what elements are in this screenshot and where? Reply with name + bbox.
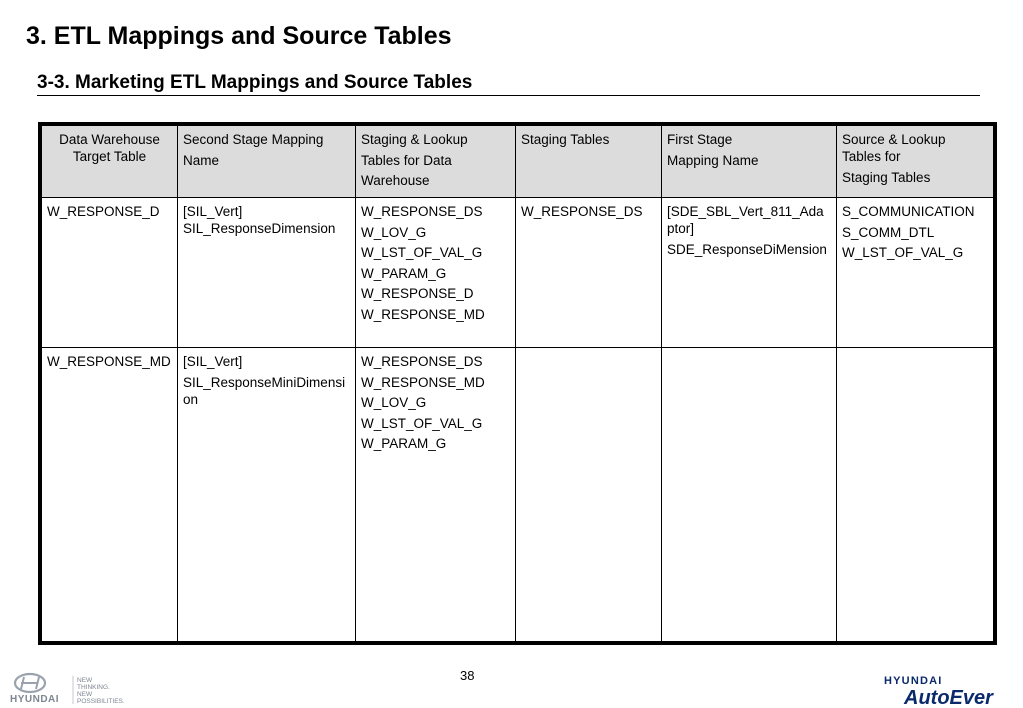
etl-mapping-table-frame: [38, 122, 997, 645]
cell-staging-tables: W_RESPONSE_DS: [516, 198, 662, 348]
etl-mapping-table: [41, 125, 994, 642]
cell-second-stage-mapping: [SIL_Vert] SIL_ResponseDimension: [178, 198, 356, 348]
header-staging-tables: Staging Tables: [516, 126, 662, 198]
autoever-brand-text: HYUNDAI: [884, 675, 943, 687]
table-row: [42, 348, 994, 642]
cell-first-stage-mapping: [662, 348, 837, 642]
section-subtitle: 3-3. Marketing ETL Mappings and Source Tables: [37, 72, 473, 93]
hyundai-wordmark: HYUNDAI: [10, 694, 60, 705]
page-title: 3. ETL Mappings and Source Tables: [26, 22, 452, 50]
autoever-logo: [880, 672, 1015, 708]
hyundai-emblem-icon: [15, 674, 45, 692]
cell-source-lookup-tables: S_COMMUNICATION S_COMM_DTL W_LST_OF_VAL_G: [837, 198, 994, 348]
tagline-line: NEW: [77, 677, 93, 684]
header-staging-lookup-tables: Staging & Lookup Tables for Data Warehouse: [356, 126, 516, 198]
cell-staging-lookup-tables: W_RESPONSE_DS W_LOV_G W_LST_OF_VAL_G W_PARAM_G W_RESPONSE_D W_RESPONSE_MD: [356, 198, 516, 348]
tagline-line: THINKING.: [77, 684, 110, 691]
tagline-line: NEW: [77, 691, 93, 698]
cell-target-table: W_RESPONSE_D: [42, 198, 178, 348]
cell-source-lookup-tables: [837, 348, 994, 642]
header-first-stage-mapping: First Stage Mapping Name: [662, 126, 837, 198]
subtitle-underline: [37, 72, 980, 96]
cell-target-table: W_RESPONSE_MD: [42, 348, 178, 642]
header-target-table: Data Warehouse Target Table: [42, 126, 178, 198]
cell-staging-lookup-tables: W_RESPONSE_DS W_RESPONSE_MD W_LOV_G W_LST_OF_VAL_G W_PARAM_G: [356, 348, 516, 642]
cell-second-stage-mapping: [SIL_Vert] SIL_ResponseMiniDimension: [178, 348, 356, 642]
table-row: [42, 198, 994, 348]
autoever-product-text: AutoEver: [904, 687, 993, 708]
tagline-line: POSSIBILITIES.: [77, 698, 125, 705]
page-number: 38: [460, 668, 475, 683]
cell-staging-tables: [516, 348, 662, 642]
hyundai-logo: [10, 672, 140, 706]
header-second-stage-mapping: Second Stage Mapping Name: [178, 126, 356, 198]
cell-first-stage-mapping: [SDE_SBL_Vert_811_Adaptor] SDE_ResponseDiMension: [662, 198, 837, 348]
header-source-lookup-tables: Source & Lookup Tables for Staging Tables: [837, 126, 994, 198]
table-header-row: [42, 126, 994, 198]
